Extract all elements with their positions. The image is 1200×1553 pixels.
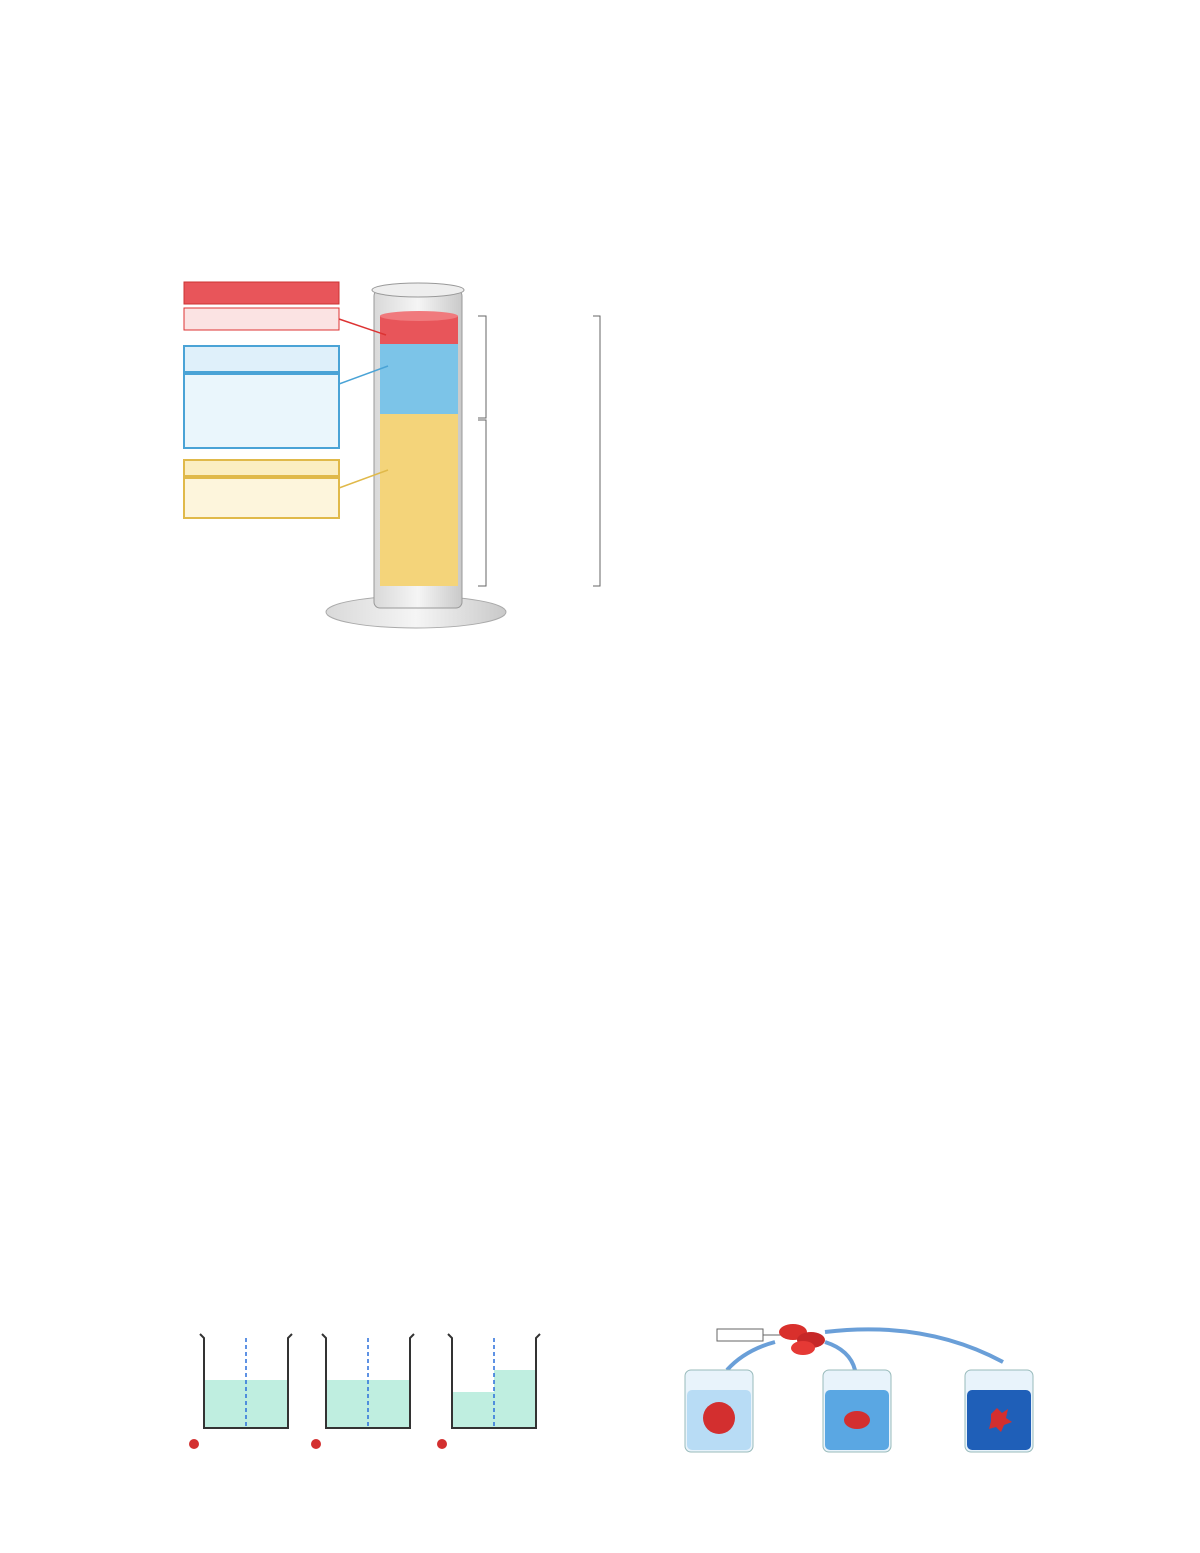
interstitial-layer (380, 344, 458, 414)
hypertonic-beaker (965, 1370, 1033, 1452)
hypotonic-beaker (685, 1370, 753, 1452)
rbc-cell-3 (791, 1341, 815, 1355)
intravascular-body-box (184, 308, 339, 330)
intracellular-body-box (184, 478, 339, 518)
arrow-to-hypertonic (825, 1329, 1003, 1362)
tonicity-figure (665, 1310, 1065, 1550)
step-1-icon (189, 1439, 199, 1449)
intravascular-header-box (184, 282, 339, 304)
arrow-to-hypotonic (727, 1342, 775, 1370)
intracellular-layer (380, 414, 458, 586)
cylinder-rim (372, 283, 464, 297)
extracellular-bracket (478, 316, 486, 418)
osmosis-figure (188, 1330, 568, 1550)
fluid-surface (380, 311, 458, 321)
step-3-icon (437, 1439, 447, 1449)
intracellular-bracket (478, 420, 486, 586)
body-water-figure (176, 260, 676, 635)
hypotonic-cell (703, 1402, 735, 1434)
beaker-added-particles (322, 1334, 414, 1428)
isotonic-cell (844, 1411, 870, 1429)
beaker-water-moved (448, 1334, 540, 1428)
rbc-label-box (717, 1329, 763, 1341)
beaker-equal (200, 1334, 292, 1428)
arrow-to-isotonic (825, 1342, 855, 1370)
isotonic-beaker (823, 1370, 891, 1452)
intracellular-header-box (184, 460, 339, 476)
interstitial-header-box (184, 346, 339, 372)
interstitial-body-box (184, 374, 339, 448)
total-bracket (593, 316, 600, 586)
step-2-icon (311, 1439, 321, 1449)
